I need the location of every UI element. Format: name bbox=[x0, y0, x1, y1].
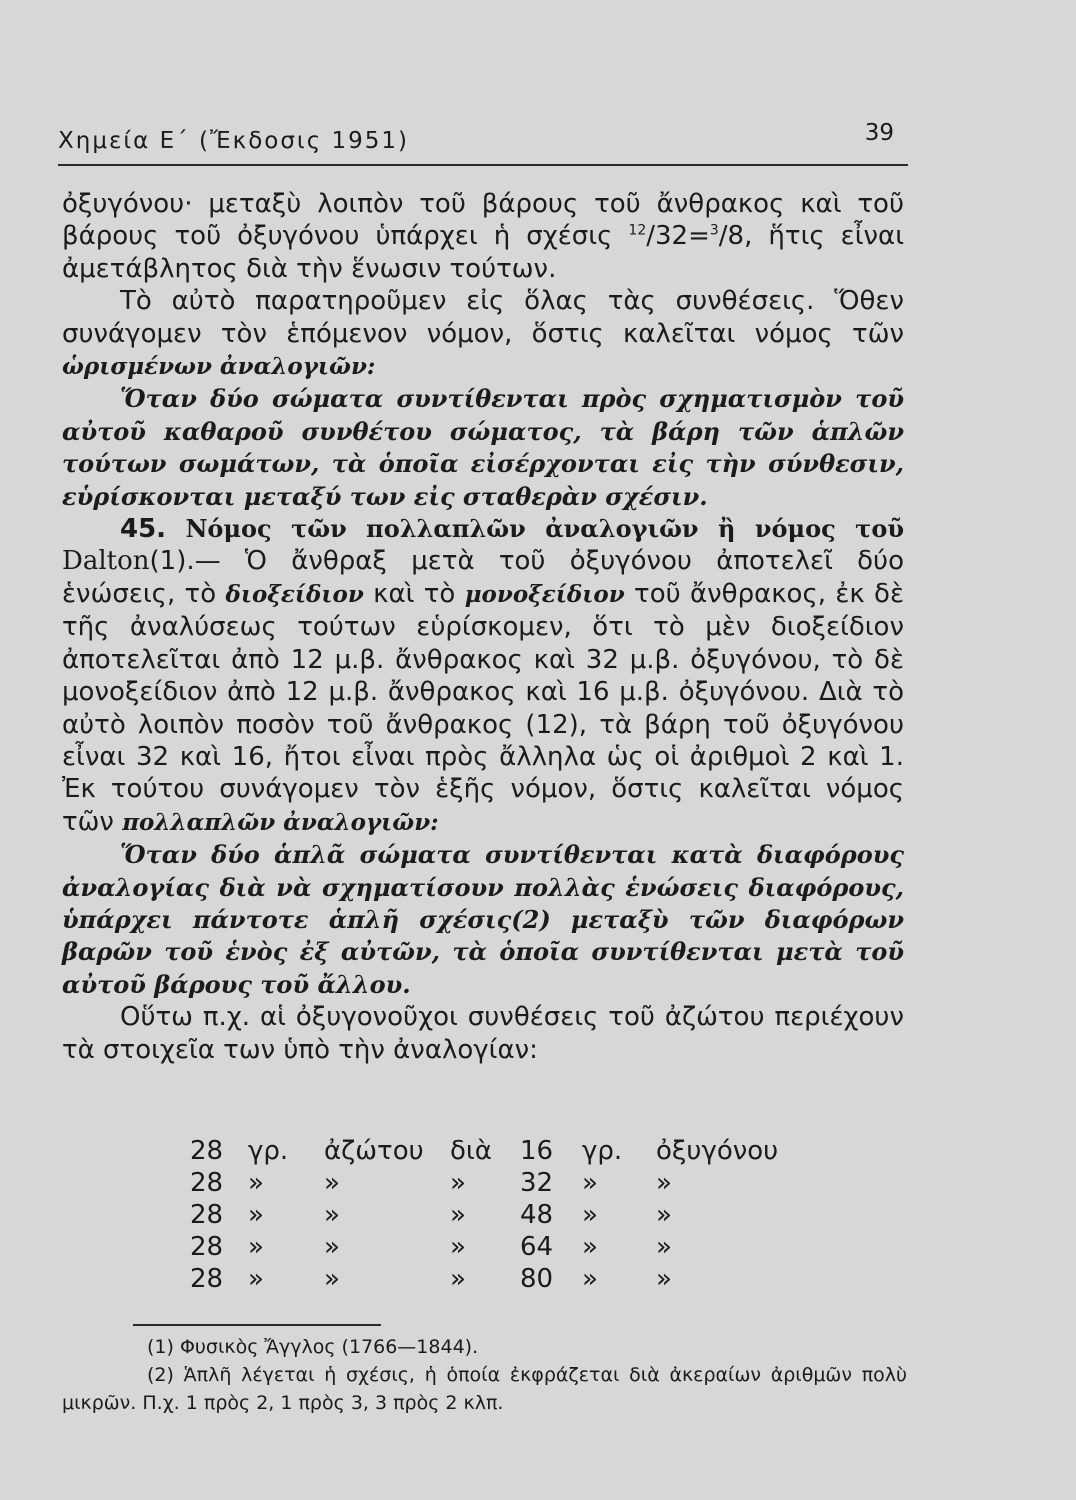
footnote-2: (2) Ἁπλῆ λέγεται ἡ σχέσις, ἡ ὁποία ἐκφράζεται διὰ ἀκεραίων ἀριθμῶν πολὺ μικρῶν. Π.χ. 1 πρὸς 2, 1 πρὸς 3, 3 πρὸς 2 κλπ. bbox=[62, 1364, 907, 1414]
p5-text-b: μεταξὺ τῶν διαφόρων βαρῶν τοῦ ἑνὸς ἐξ αὐτῶν, τὰ ὁποῖα συντίθενται μετὰ τοῦ αὐτοῦ βάρους τοῦ ἄλλου. bbox=[62, 904, 904, 999]
ratio-cell: 28 bbox=[190, 1136, 224, 1166]
section-number: 45. bbox=[120, 514, 167, 545]
page-header bbox=[58, 120, 908, 166]
ratio-cell: 64 bbox=[520, 1232, 554, 1262]
term-monoxide: μονοξείδιον bbox=[464, 580, 625, 608]
ratio-cell: 28 bbox=[190, 1168, 224, 1198]
ratio-cell: » bbox=[248, 1168, 264, 1198]
page-number: 39 bbox=[864, 120, 894, 146]
ratio-equals: = bbox=[688, 221, 710, 252]
ratio-cell: 80 bbox=[520, 1264, 554, 1294]
ratio-row bbox=[190, 1231, 806, 1263]
section-title: Νόμος τῶν πολλαπλῶν ἀναλογιῶν ἢ νόμος τοῦ bbox=[166, 514, 904, 544]
person-name: Dalton bbox=[62, 546, 150, 577]
ratio-cell: » bbox=[582, 1200, 598, 1230]
ratio-cell: ὀξυγόνου bbox=[656, 1136, 779, 1166]
footnote-ref-2: (2) bbox=[511, 904, 551, 934]
ratio-cell: » bbox=[324, 1264, 340, 1294]
ratio-row bbox=[190, 1199, 806, 1231]
ratio-cell: » bbox=[324, 1200, 340, 1230]
ratio-cell: διὰ bbox=[450, 1136, 492, 1166]
footnotes bbox=[62, 1333, 907, 1417]
ratio-cell: » bbox=[582, 1232, 598, 1262]
p1-text-a: ὀξυγόνου· μεταξὺ λοιπὸν τοῦ βάρους τοῦ ἄνθρακος καὶ τοῦ βάρους τοῦ ὀξυγόνου ὑπάρχει ἡ σχέσις bbox=[62, 189, 904, 252]
p1-text-b: , ἥτις εἶναι ἀμετάβλητος διὰ τὴν ἕνωσιν τούτων. bbox=[62, 221, 904, 284]
ratio-cell: » bbox=[656, 1264, 672, 1294]
paragraph-example: Οὕτω π.χ. αἱ ὀξυγονοῦχοι συνθέσεις τοῦ ἀζώτου περιέχουν τὰ στοιχεῖα των ὑπὸ τὴν ἀναλογίαν: bbox=[62, 1002, 904, 1065]
ratio-row bbox=[190, 1135, 806, 1167]
ratio-cell: » bbox=[248, 1200, 264, 1230]
s45-text-a: .— Ὁ ἄνθραξ μετὰ τοῦ ὀξυγόνου ἀποτελεῖ δύο ἑνώσεις, τὸ bbox=[62, 546, 904, 609]
ratio-cell: » bbox=[450, 1200, 466, 1230]
ratio-cell: » bbox=[324, 1168, 340, 1198]
ratio-cell: 28 bbox=[190, 1232, 224, 1262]
ratio-cell: » bbox=[248, 1264, 264, 1294]
ratio-cell: 28 bbox=[190, 1264, 224, 1294]
term-dioxide: διοξείδιον bbox=[225, 580, 364, 608]
ratio-denominator-2: /8 bbox=[718, 221, 745, 252]
ratio-cell: ἀζώτου bbox=[324, 1136, 424, 1166]
ratio-numerator-2: 3 bbox=[709, 222, 719, 239]
ratio-cell: 28 bbox=[190, 1200, 224, 1230]
ratio-cell: 32 bbox=[520, 1168, 554, 1198]
ratio-cell: » bbox=[656, 1200, 672, 1230]
running-head: Χημεία Ε΄ (Ἔκδοσις 1951) bbox=[58, 128, 410, 154]
section-45 bbox=[62, 513, 904, 839]
paragraph-2 bbox=[62, 285, 904, 383]
ratio-cell: » bbox=[324, 1232, 340, 1262]
ratio-numerator-1: 12 bbox=[628, 222, 647, 239]
ratio-cell: γρ. bbox=[248, 1136, 289, 1166]
footnote-1: (1) Φυσικὸς Ἄγγλος (1766—1844). bbox=[147, 1336, 479, 1358]
paragraph-1 bbox=[62, 188, 904, 285]
ratio-denominator-1: /32 bbox=[646, 221, 689, 252]
ratio-cell: » bbox=[450, 1264, 466, 1294]
ratio-cell: » bbox=[450, 1168, 466, 1198]
ratio-cell: 48 bbox=[520, 1200, 554, 1230]
ratio-cell: » bbox=[450, 1232, 466, 1262]
ratio-table bbox=[190, 1135, 806, 1295]
p2-text: Τὸ αὐτὸ παρατηροῦμεν εἰς ὅλας τὰς συνθέσεις. Ὅθεν συνάγομεν τὸν ἑπόμενον νόμον, ὅστις καλεῖται νόμος τῶν bbox=[62, 286, 904, 349]
ratio-cell: » bbox=[656, 1168, 672, 1198]
law-name-definite-proportions: ὡρισμένων ἀναλογιῶν: bbox=[62, 353, 376, 381]
ratio-cell: » bbox=[582, 1264, 598, 1294]
ratio-cell: » bbox=[656, 1232, 672, 1262]
s45-text-c: τοῦ ἄνθρακος, ἐκ δὲ τῆς ἀναλύσεως τούτων εὑρίσκομεν, ὅτι τὸ μὲν διοξείδιον ἀποτελεῖται ἀπὸ 12 μ.β. ἄνθρακος καὶ 32 μ.β. ὀξυγόνου, τὸ δὲ μονοξείδιον ἀπὸ 12 μ.β. ἄνθρακος καὶ 16 μ.β. ὀξυγόνου. Διὰ τὸ αὐτὸ λοιπὸν ποσὸν τοῦ ἄνθρακος (12), τὰ βάρη τοῦ ὀξυγόνου εἶναι 32 καὶ 16, ἤτοι εἶναι πρὸς ἄλληλα ὡς οἱ ἀριθμοὶ 2 καὶ 1. Ἐκ τούτου συνάγομεν τὸν ἑξῆς νόμον, ὅστις καλεῖται νόμος τῶν bbox=[62, 578, 905, 837]
ratio-cell: » bbox=[582, 1168, 598, 1198]
footnote-ref-1: (1) bbox=[149, 546, 187, 577]
ratio-cell: γρ. bbox=[582, 1136, 623, 1166]
ratio-row bbox=[190, 1167, 806, 1199]
body-text bbox=[62, 188, 904, 1066]
law-definite-proportions: Ὅταν δύο σώματα συντίθενται πρὸς σχηματισμὸν τοῦ αὐτοῦ καθαροῦ συνθέτου σώματος, τὰ βάρη τῶν ἁπλῶν τούτων σωμάτων, τὰ ὁποῖα εἰσέρχονται εἰς τὴν σύνθεσιν, εὑρίσκονται μεταξύ των εἰς σταθερὰν σχέσιν. bbox=[62, 384, 904, 511]
law-name-multiple-proportions: πολλαπλῶν ἀναλογιῶν: bbox=[122, 808, 439, 836]
ratio-row bbox=[190, 1263, 806, 1295]
p5-text-a: Ὅταν δύο ἁπλᾶ σώματα συντίθενται κατὰ διαφόρους ἀναλογίας διὰ νὰ σχηματίσουν πολλὰς ἑνώσεις διαφόρους, ὑπάρχει πάντοτε ἁπλῆ σχέσις bbox=[62, 840, 904, 934]
law-multiple-proportions bbox=[62, 839, 904, 1001]
ratio-cell: » bbox=[248, 1232, 264, 1262]
ratio-cell: 16 bbox=[520, 1136, 554, 1166]
s45-text-b: καὶ τὸ bbox=[363, 578, 465, 609]
footnote-rule bbox=[133, 1324, 381, 1326]
